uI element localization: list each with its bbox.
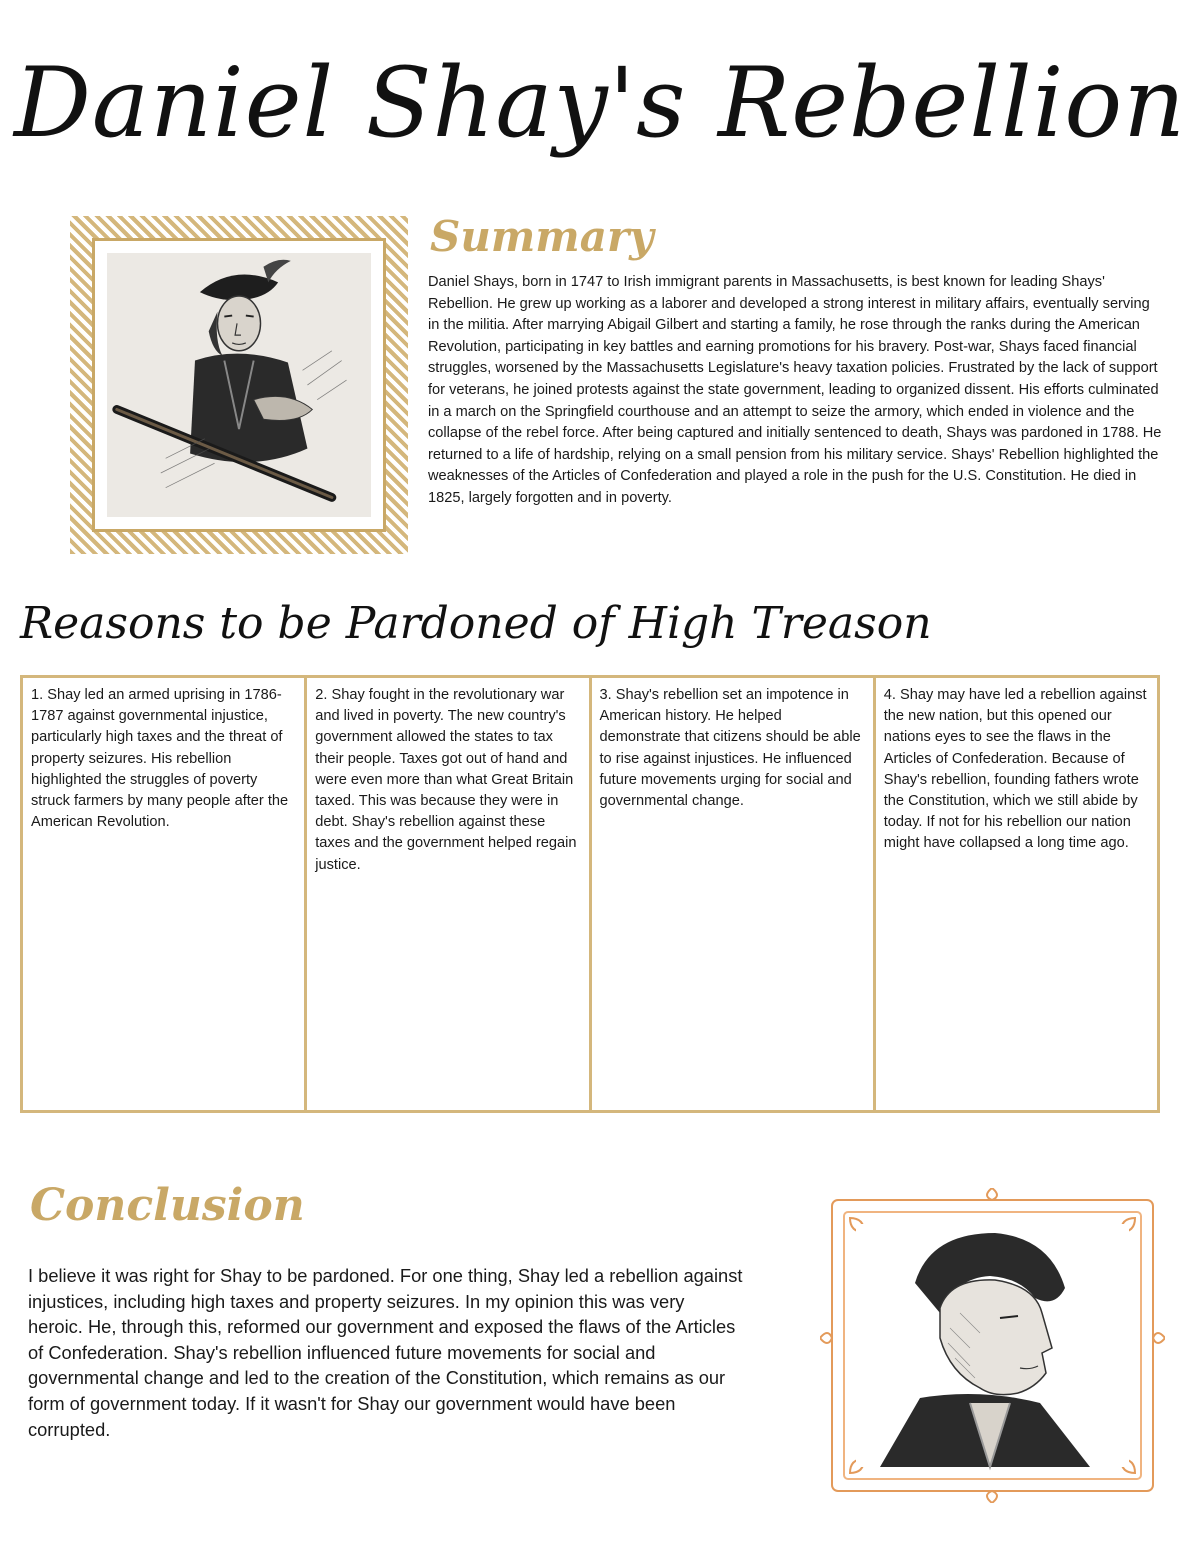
reason-cell-3: 3. Shay's rebellion set an impotence in American history. He helped demonstrate that citizens should be able to rise against injustices. He influenced future movements urging for social and governmental change.	[592, 678, 876, 1110]
page-title: Daniel Shay's Rebellion	[13, 47, 1187, 159]
summary-heading: Summary	[430, 212, 654, 261]
reasons-heading: Reasons to be Pardoned of High Treason	[20, 598, 932, 649]
conclusion-paragraph: I believe it was right for Shay to be pardoned. For one thing, Shay led a rebellion against injustices, including high taxes and property seizures. In my opinion this was very heroic. He, through this, reformed our government and exposed the flaws of the Articles of Confederation. Shay's rebellion influenced future movements for social and governmental change and led to the creation of the Constitution, which remains as our form of government today. If it wasn't for Shay our government would have been corrupted.	[28, 1265, 743, 1440]
reason-cell-4: 4. Shay may have led a rebellion against the new nation, but this opened our nations eyes to see the flaws in the Articles of Confederation. Because of Shay's rebellion, founding fathers wrote the Constitution, which we still abide by today. If not for his rebellion our nation might have collapsed a long time ago.	[883, 687, 1147, 852]
summary-paragraph: Daniel Shays, born in 1747 to Irish immigrant parents in Massachusetts, is best known for leading Shays' Rebellion. He grew up working as a laborer and developed a strong interest in military affairs, eventually serving in the militia. After marrying Abigail Gilbert and starting a family, he rose through the ranks during the American Revolution, participating in key battles and earning promotions for his bravery. Post-war, Shays faced financial struggles, worsened by the Massachusetts Legislature's heavy taxation policies. Frustrated by the lack of support for veterans, he joined protests against the state government, leading to organized dissent. His efforts culminated in a march on the Springfield courthouse and an attempt to seize the armory, which ended in violence and the collapse of the rebel force. After being captured and initially sentenced to death, Shays was pardoned in 1788. He returned to a life of hardship, relying on a small pension from his military service. Shays' Rebellion highlighted the weaknesses of the Articles of Confederation and played a role in the push for the U.S. Constitution. He died in 1825, largely forgotten and in poverty.	[428, 274, 1162, 506]
portrait-frame-soldier	[70, 216, 408, 554]
soldier-engraving-image	[107, 253, 371, 517]
reason-cell-2: 2. Shay fought in the revolutionary war and lived in poverty. The new country's government allowed the states to tax their people. Taxes got out of hand and were even more than what Great Britain taxed. This was because they were in debt. Shay's rebellion against these taxes and the government helped regain justice.	[307, 678, 591, 1110]
conclusion-heading: Conclusion	[30, 1180, 305, 1231]
portrait-frame-profile	[820, 1188, 1165, 1503]
reasons-table	[20, 675, 1160, 1113]
reason-cell-1: 1. Shay led an armed uprising in 1786-1787 against governmental injustice, particularly high taxes and the threat of property seizures. His rebellion highlighted the struggles of poverty struck farmers by many people after the American Revolution.	[23, 678, 307, 1110]
